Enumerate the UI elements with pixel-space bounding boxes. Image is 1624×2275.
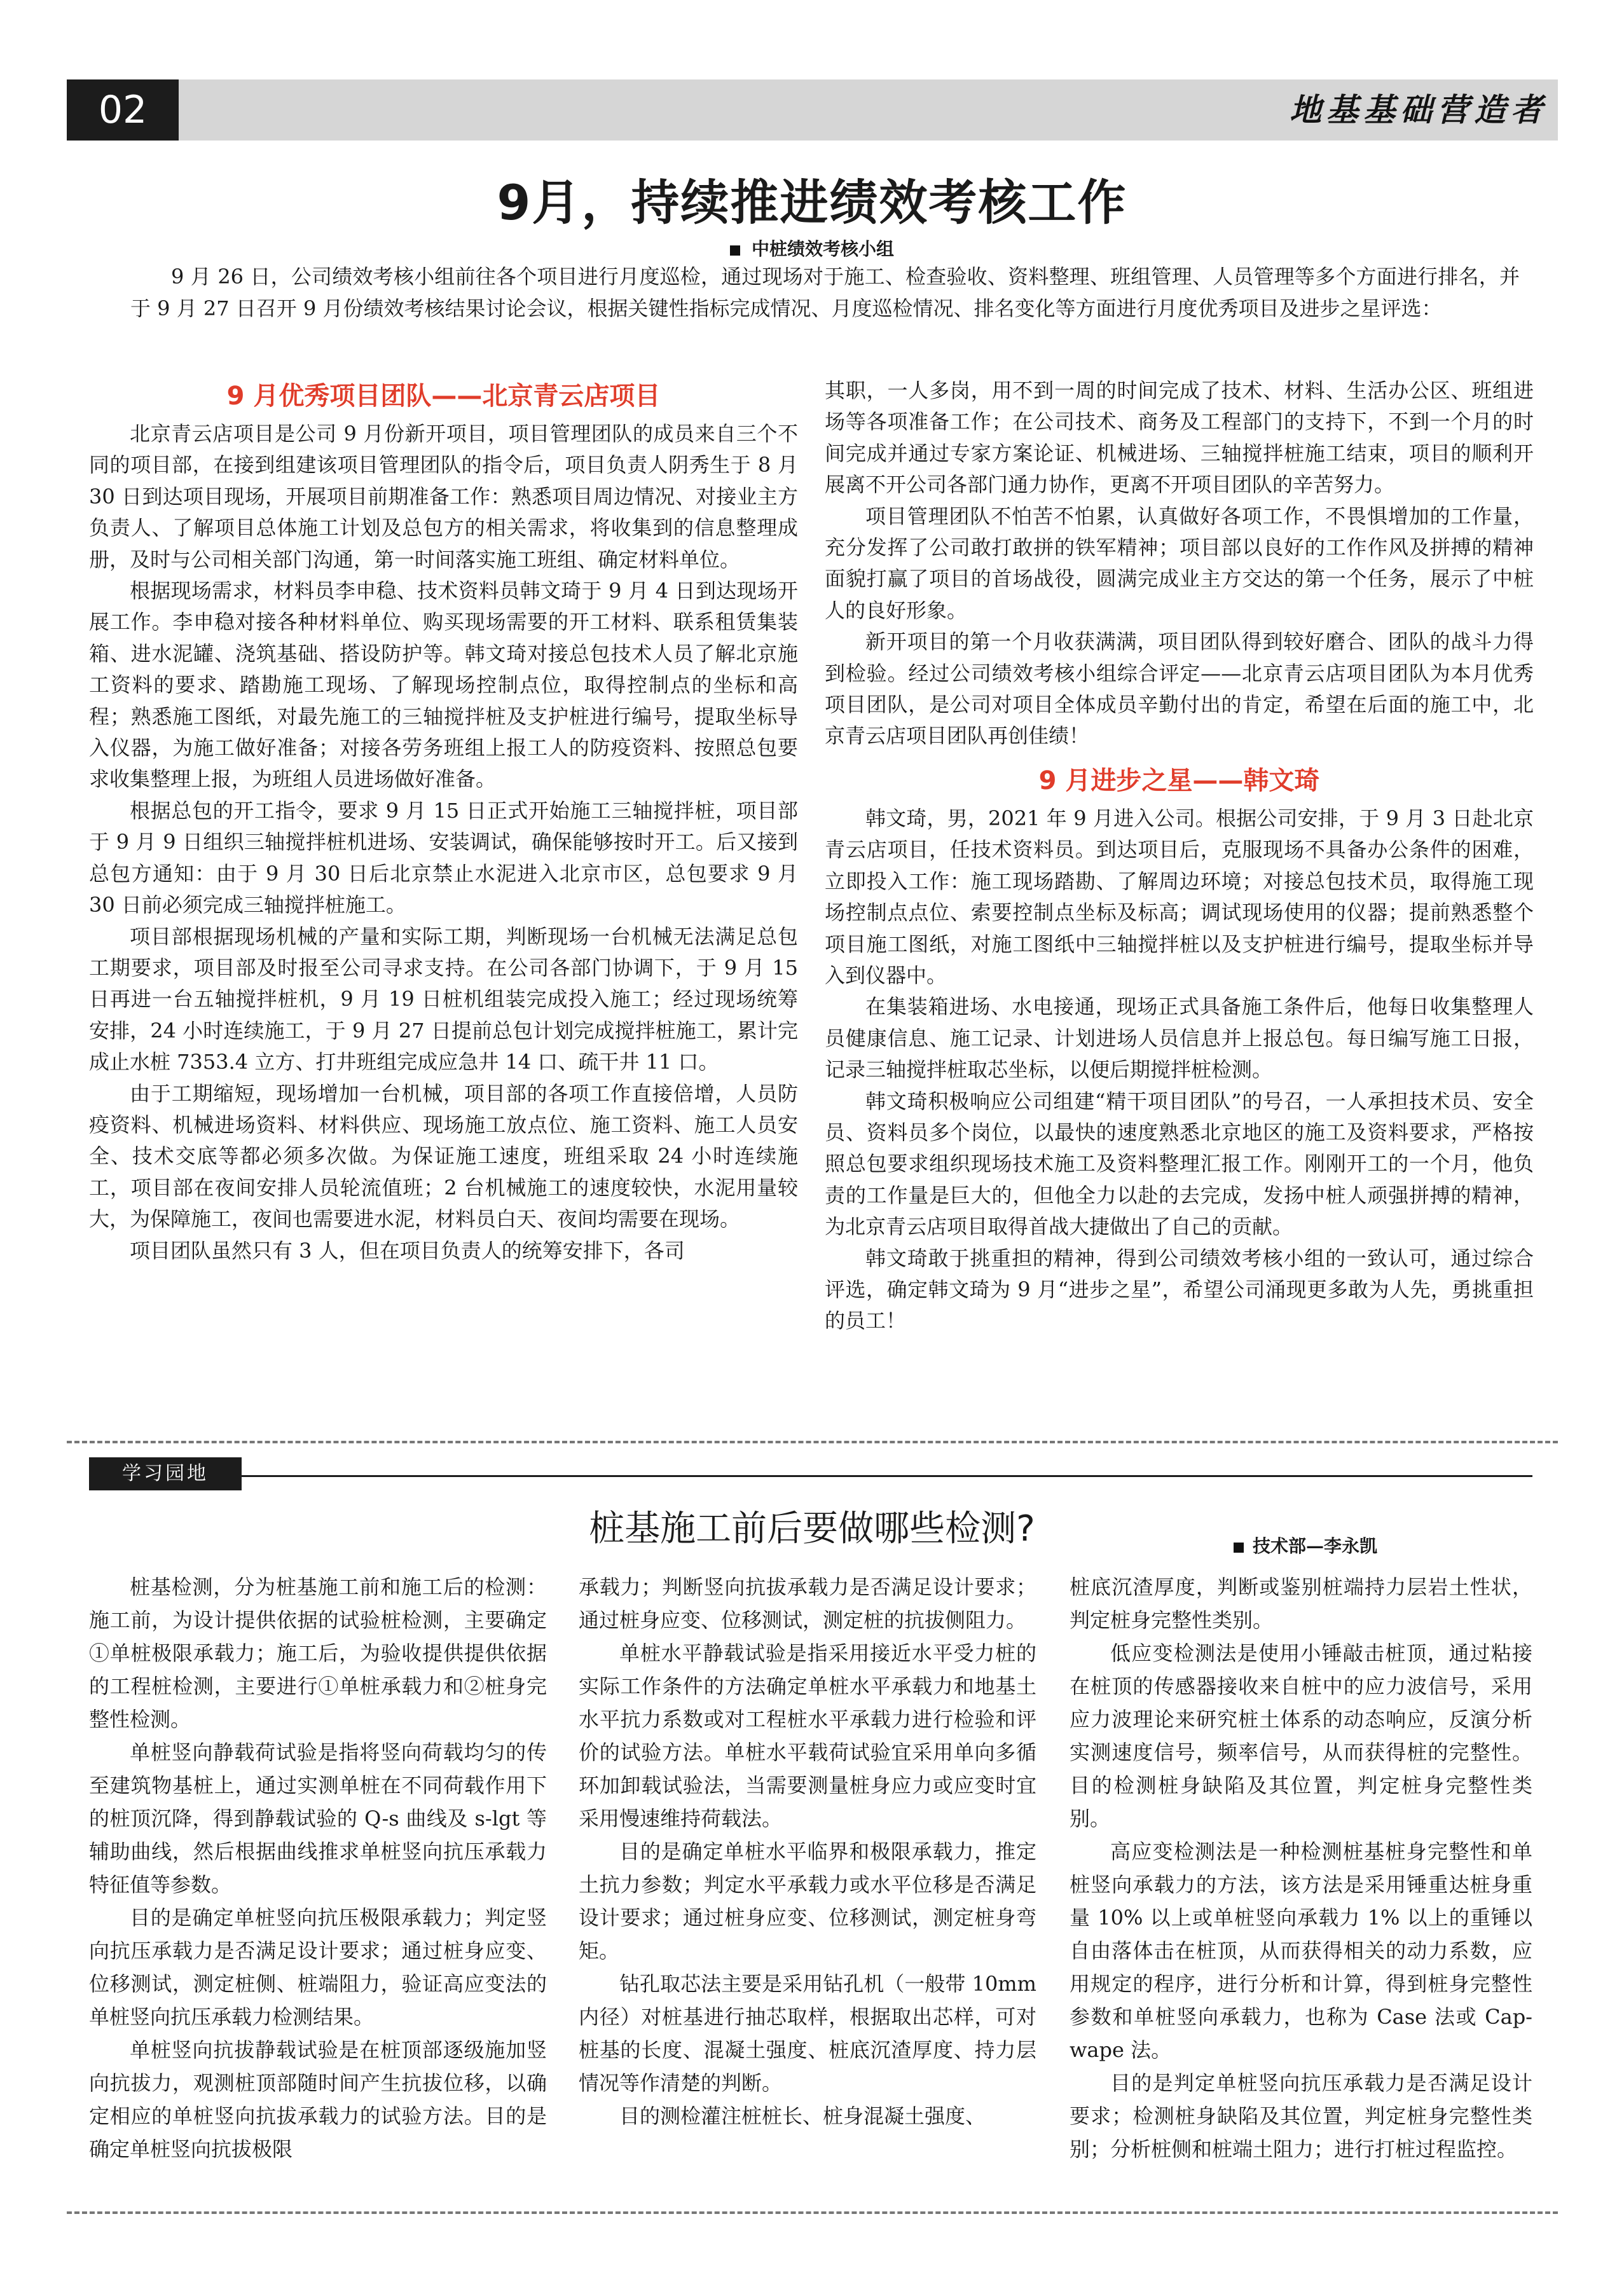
article1-left-column [89, 374, 798, 1267]
article2-column-2 [579, 1571, 1036, 2133]
paragraph: 韩文琦敢于挑重担的精神，得到公司绩效考核小组的一致认可，通过综合评选，确定韩文琦为 9 月“进步之星”，希望公司涌现更多敢为人先，勇挑重担的员工！ [825, 1246, 1534, 1333]
byline-text: 中桩绩效考核小组 [751, 238, 894, 259]
paragraph: 项目部根据现场机械的产量和实际工期，判断现场一台机械无法满足总包工期要求，项目部及时报至公司寻求支持。在公司各部门协调下，于 9 月 15 日再进一台五轴搅拌桩机，9 月 19 日桩机组装完成投入施工；经过现场统筹安排，24 小时连续施工，于 9 月 27 日提前总包计划完成搅拌桩施工，累计完成止水桩 7353.4 立方、打井班组完成应急井 14 口、疏干井 11 口。 [89, 924, 798, 1075]
section-rule [242, 1475, 1532, 1477]
paragraph: 单桩竖向静载荷试验是指将竖向荷载均匀的传至建筑物基桩上，通过实测单桩在不同荷载作用下的桩顶沉降，得到静载试验的 Q-s 曲线及 s-lgt 等辅助曲线，然后根据曲线推求单桩竖向抗压承载力特征值等参数。 [89, 1740, 547, 1897]
article-byline [0, 235, 1624, 261]
paragraph: 桩底沉渣厚度，判断或鉴别桩端持力层岩土性状，判定桩身完整性类别。 [1070, 1575, 1532, 1632]
section-heading-excellent-team: 9 月优秀项目团队——北京青云店项目 [226, 381, 661, 411]
square-bullet-icon [730, 245, 740, 256]
masthead-title: 地基基础营造者 [1290, 91, 1548, 128]
paragraph: 目的是判定单桩竖向抗压承载力是否满足设计要求；检测桩身缺陷及其位置，判定桩身完整性类别；分析桩侧和桩端土阻力；进行打桩过程监控。 [1070, 2071, 1532, 2161]
article2-title: 桩基施工前后要做哪些检测? [589, 1508, 1035, 1550]
paragraph: 由于工期缩短，现场增加一台机械，项目部的各项工作直接倍增，人员防疫资料、机械进场资料、材料供应、现场施工放点位、施工资料、施工人员安全、技术交底等都必须多次做。为保证施工速度，班组采取 24 小时连续施工，项目部在夜间安排人员轮流值班；2 台机械施工的速度较快，水泥用量较大，为保障施工，夜间也需要进水泥，材料员白天、夜间均需要在现场。 [89, 1081, 798, 1232]
article2-byline [1234, 1532, 1377, 1558]
paragraph: 在集装箱进场、水电接通，现场正式具备施工条件后，他每日收集整理人员健康信息、施工记录、计划进场人员信息并上报总包。每日编写施工日报，记录三轴搅拌桩取芯坐标，以便后期搅拌桩检测。 [825, 994, 1534, 1082]
paragraph: 承载力；判断竖向抗拔承载力是否满足设计要求；通过桩身应变、位移测试，测定桩的抗拔侧阻力。 [579, 1575, 1036, 1632]
section-heading-progress-star: 9 月进步之星——韩文琦 [1038, 766, 1320, 795]
paragraph: 根据总包的开工指令，要求 9 月 15 日正式开始施工三轴搅拌桩，项目部于 9 月 9 日组织三轴搅拌桩机进场、安装调试，确保能够按时开工。后又接到总包方通知：由于 9 月 30 日后北京禁止水泥进入北京市区，总包要求 9 月 30 日前必须完成三轴搅拌桩施工。 [89, 798, 798, 918]
dashed-divider [67, 1441, 1558, 1443]
article2-column-1 [89, 1571, 547, 2166]
paragraph: 桩基检测，分为桩基施工前和施工后的检测：施工前，为设计提供依据的试验桩检测，主要确定①单桩极限承载力；施工后，为验收提供提供依据的工程桩检测，主要进行①单桩承载力和②桩身完整性检测。 [89, 1575, 547, 1731]
paragraph: 低应变检测法是使用小锤敲击桩顶，通过粘接在桩顶的传感器接收来自桩中的应力波信号，采用应力波理论来研究桩土体系的动态响应，反演分析实测速度信号，频率信号，从而获得桩的完整性。目的检测桩身缺陷及其位置，判定桩身完整性类别。 [1070, 1641, 1532, 1831]
paragraph: 根据现场需求，材料员李申稳、技术资料员韩文琦于 9 月 4 日到达现场开展工作。李申稳对接各种材料单位、购买现场需要的开工材料、联系租赁集装箱、进水泥罐、浇筑基础、搭设防护等。韩文琦对接总包技术人员了解北京施工资料的要求、踏勘施工现场、了解现场控制点位，取得控制点的坐标和高程；熟悉施工图纸，对最先施工的三轴搅拌桩及支护桩进行编号，提取坐标导入仪器，为施工做好准备；对接各劳务班组上报工人的防疫资料、按照总包要求收集整理上报，为班组人员进场做好准备。 [89, 579, 798, 792]
article1-right-column [825, 375, 1534, 1337]
paragraph: 目的是确定单桩竖向抗压极限承载力；判定竖向抗压承载力是否满足设计要求；通过桩身应变、位移测试，测定桩侧、桩端阻力，验证高应变法的单桩竖向抗压承载力检测结果。 [89, 1906, 547, 2029]
paragraph: 韩文琦，男，2021 年 9 月进入公司。根据公司安排，于 9 月 3 日赴北京青云店项目，任技术资料员。到达项目后，克服现场不具备办公条件的困难，立即投入工作：施工现场踏勘、了解周边环境；对接总包技术员，取得施工现场控制点点位、索要控制点坐标及标高；调试现场使用的仪器；提前熟悉整个项目施工图纸，对施工图纸中三轴搅拌桩以及支护桩进行编号，提取坐标并导入到仪器中。 [825, 806, 1534, 987]
paragraph: 高应变检测法是一种检测桩基桩身完整性和单桩竖向承载力的方法，该方法是采用锤重达桩身重量 10% 以上或单桩竖向承载力 1% 以上的重锤以自由落体击在桩顶，从而获得相关的动力系数，应用规定的程序，进行分析和计算，得到桩身完整性参数和单桩竖向承载力，也称为 Case 法或 Cap-wape 法。 [1070, 1839, 1532, 2062]
article-title: 9月，持续推进绩效考核工作 [497, 174, 1127, 231]
byline-text: 技术部—李永凯 [1253, 1536, 1378, 1557]
paragraph: 北京青云店项目是公司 9 月份新开项目，项目管理团队的成员来自三个不同的项目部，在接到组建该项目管理团队的指令后，项目负责人阴秀生于 8 月 30 日到达项目现场，开展项目前期准备工作：熟悉项目周边情况、对接业主方负责人、了解项目总体施工计划及总包方的相关需求，将收集到的信息整理成册，及时与公司相关部门沟通，第一时间落实施工班组、确定材料单位。 [89, 422, 798, 572]
page-number: 02 [67, 79, 179, 141]
intro-paragraph: 9 月 26 日，公司绩效考核小组前往各个项目进行月度巡检，通过现场对于施工、检查验收、资料整理、班组管理、人员管理等多个方面进行排名，并于 9 月 27 日召开 9 月份绩效考核结果讨论会议，根据关键性指标完成情况、月度巡检情况、排名变化等方面进行月度优秀项目及进步之星评选： [130, 265, 1520, 320]
paragraph: 其职，一人多岗，用不到一周的时间完成了技术、材料、生活办公区、班组进场等各项准备工作；在公司技术、商务及工程部门的支持下，不到一个月的时间完成并通过专家方案论证、机械进场、三轴搅拌桩施工结束，项目的顺利开展离不开公司各部门通力协作，更离不开项目团队的辛苦努力。 [825, 378, 1534, 497]
article2-column-3 [1070, 1571, 1532, 2166]
paragraph: 钻孔取芯法主要是采用钻孔机（一般带 10mm 内径）对桩基进行抽芯取样，根据取出芯样，可对桩基的长度、混凝土强度、桩底沉渣厚度、持力层情况等作清楚的判断。 [579, 1972, 1036, 2095]
paragraph: 单桩水平静载试验是指采用接近水平受力桩的实际工作条件的方法确定单桩水平承载力和地基土水平抗力系数或对工程桩水平承载力进行检验和评价的试验方法。单桩水平载荷试验宜采用单向多循环加卸载试验法，当需要测量桩身应力或应变时宜采用慢速维持荷载法。 [579, 1641, 1036, 1831]
dashed-divider [67, 2211, 1558, 2214]
paragraph: 目的测检灌注桩桩长、桩身混凝土强度、 [619, 2104, 986, 2128]
paragraph: 新开项目的第一个月收获满满，项目团队得到较好磨合、团队的战斗力得到检验。经过公司绩效考核小组综合评定——北京青云店项目团队为本月优秀项目团队，是公司对项目全体成员辛勤付出的肯定，希望在后面的施工中，北京青云店项目团队再创佳绩！ [825, 629, 1534, 748]
paragraph: 单桩竖向抗拔静载试验是在桩顶部逐级施加竖向抗拔力，观测桩顶部随时间产生抗拔位移，以确定相应的单桩竖向抗拔承载力的试验方法。目的是确定单桩竖向抗拔极限 [89, 2038, 547, 2161]
paragraph: 项目管理团队不怕苦不怕累，认真做好各项工作，不畏惧增加的工作量，充分发挥了公司敢打敢拼的铁军精神；项目部以良好的工作作风及拼搏的精神面貌打赢了项目的首场战役，圆满完成业主方交达的第一个任务，展示了中桩人的良好形象。 [825, 504, 1534, 622]
paragraph: 韩文琦积极响应公司组建“精干项目团队”的号召，一人承担技术员、安全员、资料员多个岗位，以最快的速度熟悉北京地区的施工及资料要求，严格按照总包要求组织现场技术施工及资料整理汇报工作。刚刚开工的一个月，他负责的工作量是巨大的，但他全力以赴的去完成，发扬中桩人顽强拼搏的精神，为北京青云店项目取得首战大捷做出了自己的贡献。 [825, 1089, 1534, 1239]
paragraph: 项目团队虽然只有 3 人，但在项目负责人的统筹安排下，各司 [130, 1238, 685, 1263]
article-intro [130, 261, 1520, 324]
paragraph: 目的是确定单桩水平临界和极限承载力，推定土抗力参数；判定水平承载力或水平位移是否满足设计要求；通过桩身应变、位移测试，测定桩身弯矩。 [579, 1839, 1036, 1963]
square-bullet-icon [1234, 1543, 1244, 1553]
section-tag: 学习园地 [89, 1457, 242, 1490]
